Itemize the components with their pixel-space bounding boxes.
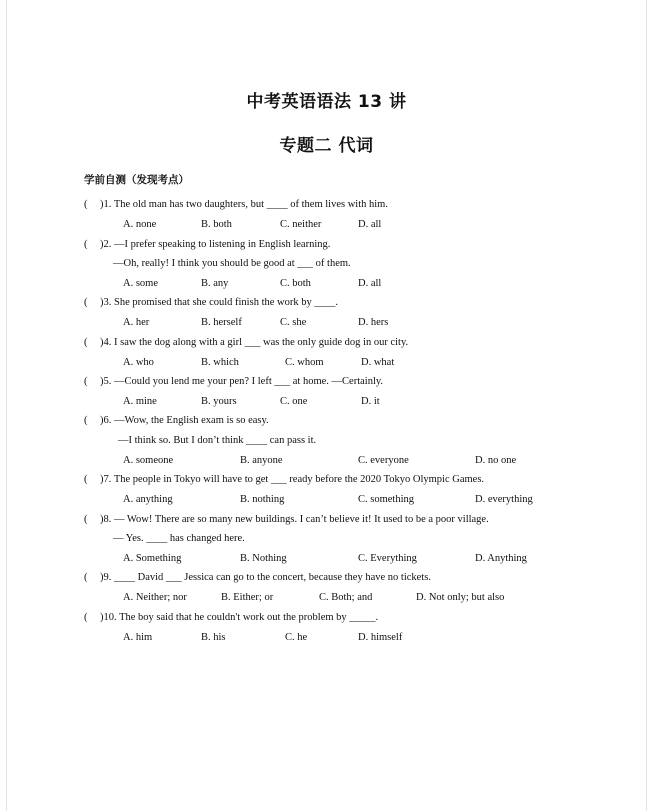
option-c: C. something (358, 494, 415, 505)
question-text: She promised that she could finish the work by ____. (114, 297, 338, 308)
question-5: ( )5. —Could you lend me your pen? I left ___ at home. —Certainly. (84, 376, 384, 387)
option-d: D. hers (358, 317, 389, 328)
question-7: ( )7. The people in Tokyo will have to get ___ ready before the 2020 Tokyo Olympic Games. (84, 474, 485, 485)
question-text: The boy said that he couldn't work out the problem by _____. (119, 612, 379, 623)
question-text: The old man has two daughters, but ____ of them lives with him. (113, 199, 388, 210)
question-text: —Wow, the English exam is so easy. (114, 415, 269, 426)
question-text: — Wow! There are so many new buildings. I can’t believe it! It used to be a poor village. (114, 514, 489, 525)
question-number: 6 (103, 415, 109, 426)
question-4: ( )4. I saw the dog along with a girl ___ was the only guide dog in our city. (84, 337, 409, 348)
answer-blank: ( (84, 572, 88, 583)
question-10: ( )10. The boy said that he couldn't work out the problem by _____. (84, 612, 379, 623)
answer-blank: ( (84, 474, 88, 485)
option-d: D. Not only; but also (416, 592, 505, 603)
question-text: —Could you lend me your pen? I left ___ at home. —Certainly. (114, 376, 384, 387)
answer-blank: ( (84, 376, 88, 387)
question-8: ( )8. — Wow! There are so many new buildings. I can’t believe it! It used to be a poor village. (84, 514, 489, 525)
question-number: 2 (103, 239, 109, 250)
option-d: D. all (358, 219, 382, 230)
option-d: D. what (361, 357, 395, 368)
option-c: C. Everything (358, 553, 417, 564)
question-number: 3 (103, 297, 109, 308)
option-a: A. some (123, 278, 158, 289)
option-c: C. she (280, 317, 307, 328)
page-edge-left (6, 0, 7, 811)
question-number: 4 (103, 337, 109, 348)
answer-blank: ( (84, 612, 88, 623)
question-9: ( )9. ____ David ___ Jessica can go to the concert, because they have no tickets. (84, 572, 431, 583)
option-b: B. Nothing (240, 553, 287, 564)
option-b: B. nothing (240, 494, 285, 505)
section-title: 学前自测（发现考点） (84, 174, 189, 186)
answer-blank: ( (84, 199, 88, 210)
question-3: ( )3. She promised that she could finish the work by ____. (84, 297, 338, 308)
option-a: A. anything (123, 494, 173, 505)
question-6: ( )6. —Wow, the English exam is so easy. (84, 415, 269, 426)
question-text-continued: — Yes. ____ has changed here. (113, 533, 245, 544)
option-d: D. it (361, 396, 380, 407)
option-d: D. everything (475, 494, 533, 505)
question-text: I saw the dog along with a girl ___ was the only guide dog in our city. (114, 337, 409, 348)
question-number: 9 (103, 572, 109, 583)
option-a: A. none (123, 219, 157, 230)
option-a: A. Something (123, 553, 182, 564)
option-c: C. Both; and (319, 592, 373, 603)
option-b: B. which (201, 357, 239, 368)
option-b: B. anyone (240, 455, 283, 466)
option-d: D. Anything (475, 553, 527, 564)
option-a: A. him (123, 632, 153, 643)
question-text: ____ David ___ Jessica can go to the concert, because they have no tickets. (114, 572, 431, 583)
option-c: C. everyone (358, 455, 409, 466)
option-c: C. both (280, 278, 311, 289)
question-number: 7 (103, 474, 109, 485)
question-text-continued: —I think so. But I don’t think ____ can pass it. (118, 435, 317, 446)
option-d: D. no one (475, 455, 517, 466)
option-b: B. any (201, 278, 229, 289)
question-number: 8 (103, 514, 109, 525)
option-d: D. himself (358, 632, 403, 643)
option-c: C. neither (280, 219, 322, 230)
option-b: B. Either; or (221, 592, 274, 603)
option-a: A. Neither; nor (123, 592, 187, 603)
answer-blank: ( (84, 337, 88, 348)
option-a: A. who (123, 357, 154, 368)
option-a: A. her (123, 317, 150, 328)
option-a: A. mine (123, 396, 157, 407)
question-text: The people in Tokyo will have to get ___ ready before the 2020 Tokyo Olympic Games. (113, 474, 485, 485)
option-c: C. one (280, 396, 308, 407)
question-number: 1 (103, 199, 109, 210)
answer-blank: ( (84, 415, 88, 426)
question-number: 5 (103, 376, 109, 387)
question-text-continued: —Oh, really! I think you should be good at ___ of them. (113, 258, 351, 269)
option-c: C. whom (285, 357, 324, 368)
option-b: B. herself (201, 317, 242, 328)
option-b: B. his (201, 632, 226, 643)
option-a: A. someone (123, 455, 174, 466)
answer-blank: ( (84, 239, 88, 250)
answer-blank: ( (84, 514, 88, 525)
page-subtitle: 专题二 代词 (279, 136, 374, 156)
option-b: B. yours (201, 396, 237, 407)
question-2: ( )2. —I prefer speaking to listening in English learning. (84, 239, 331, 250)
page-title: 中考英语语法 13 讲 (246, 92, 407, 112)
question-number: 10 (103, 612, 114, 623)
question-text: —I prefer speaking to listening in English learning. (114, 239, 331, 250)
page-edge-right (646, 0, 647, 811)
option-c: C. he (285, 632, 308, 643)
question-1: ( )1. The old man has two daughters, but ____ of them lives with him. (84, 199, 388, 210)
option-b: B. both (201, 219, 232, 230)
option-d: D. all (358, 278, 382, 289)
answer-blank: ( (84, 297, 88, 308)
